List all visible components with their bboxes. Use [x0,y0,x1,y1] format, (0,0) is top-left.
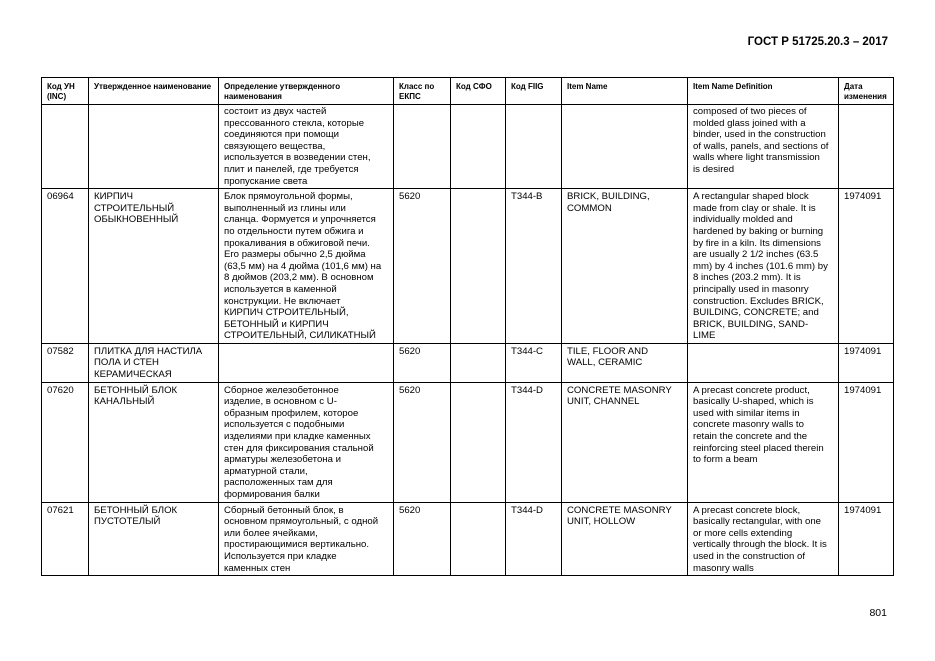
cell-ekps-class: 5620 [394,502,451,576]
cell-fiig-code: T344-D [506,502,562,576]
table-header-row [42,78,894,105]
table-row [42,382,894,502]
table-row [42,343,894,382]
cell-inc: 07582 [42,343,89,382]
col-header-change-date: Дата изменения [839,78,894,105]
cell-change-date: 1974091 [839,382,894,502]
document-title: ГОСТ Р 51725.20.3 – 2017 [747,36,888,48]
cell-item-name [562,105,688,189]
cell-item-name-definition: A precast concrete product, basically U-shaped, which is used with similar items in concrete masonry walls to retain the concrete and the reinforcing steel placed therein to form a beam [688,382,839,502]
col-header-approved-name: Утвержденное наименование [89,78,219,105]
cell-name-definition [219,343,394,382]
table-row [42,189,894,344]
cell-approved-name: БЕТОННЫЙ БЛОК КАНАЛЬНЫЙ [89,382,219,502]
cell-item-name-definition: A precast concrete block, basically rectangular, with one or more cells extending vertically through the block. It is used in the construction of masonry walls [688,502,839,576]
page-number: 801 [869,607,887,619]
col-header-item-name: Item Name [562,78,688,105]
cell-inc: 07621 [42,502,89,576]
cell-approved-name [89,105,219,189]
cell-item-name: CONCRETE MASONRY UNIT, HOLLOW [562,502,688,576]
col-header-sfo-code: Код СФО [451,78,506,105]
cell-approved-name: БЕТОННЫЙ БЛОК ПУСТОТЕЛЫЙ [89,502,219,576]
col-header-item-name-definition: Item Name Definition [688,78,839,105]
cell-approved-name: КИРПИЧ СТРОИТЕЛЬНЫЙ ОБЫКНОВЕННЫЙ [89,189,219,344]
cell-sfo-code [451,189,506,344]
col-header-inc: Код УН (INC) [42,78,89,105]
cell-change-date: 1974091 [839,502,894,576]
col-header-fiig-code: Код FIIG [506,78,562,105]
cell-item-name-definition [688,343,839,382]
cell-name-definition: состоит из двух частей прессованного стекла, которые соединяются при помощи связующего вещества, используется в возведении стен, плит и панелей, где требуется пропускание света [219,105,394,189]
cell-change-date: 1974091 [839,343,894,382]
col-header-name-definition: Определение утвержденного наименования [219,78,394,105]
cell-name-definition: Блок прямоугольной формы, выполненный из глины или сланца. Формуется и упрочняется по отдельности путем обжига и прокаливания в обжиговой печи. Его размеры обычно 2,5 дюйма (63,5 мм) на 4 дюйма (101,6 мм) на 8 дюймов (203,2 мм). В основном используется в каменной конструкции. Не включает КИРПИЧ СТРОИТЕЛЬНЫЙ, БЕТОННЫЙ и КИРПИЧ СТРОИТЕЛЬНЫЙ, СИЛИКАТНЫЙ [219,189,394,344]
cell-name-definition: Сборное железобетонное изделие, в основном с U- образным профилем, которое используется с подобными изделиями при кладке каменных стен для фиксирования стальной арматуры железобетона и арматурной стали, расположенных там для формирования балки [219,382,394,502]
cell-ekps-class: 5620 [394,382,451,502]
cell-item-name: BRICK, BUILDING, COMMON [562,189,688,344]
cell-item-name-definition: composed of two pieces of molded glass joined with a binder, used in the construction of walls, panels, and sections of walls where light transmission is desired [688,105,839,189]
table-row [42,502,894,576]
cell-inc [42,105,89,189]
catalog-table [41,77,894,576]
cell-item-name-definition: A rectangular shaped block made from clay or shale. It is individually molded and hardened by baking or burning by fire in a kiln. Its dimensions are usually 2 1/2 inches (63.5 mm) by 4 inches (101.6 mm) by 8 inches (203.2 mm). It is principally used in masonry construction. Excludes BRICK, BUILDING, CONCRETE; and BRICK, BUILDING, SAND- LIME [688,189,839,344]
cell-ekps-class [394,105,451,189]
cell-inc: 06964 [42,189,89,344]
cell-sfo-code [451,502,506,576]
cell-inc: 07620 [42,382,89,502]
col-header-ekps-class: Класс по ЕКПС [394,78,451,105]
cell-item-name: TILE, FLOOR AND WALL, CERAMIC [562,343,688,382]
table-row [42,105,894,189]
cell-ekps-class: 5620 [394,343,451,382]
cell-fiig-code: T344-B [506,189,562,344]
cell-change-date: 1974091 [839,189,894,344]
cell-sfo-code [451,343,506,382]
cell-sfo-code [451,105,506,189]
cell-name-definition: Сборный бетонный блок, в основном прямоугольный, с одной или более ячейками, простирающимися вертикально. Используется при кладке каменных стен [219,502,394,576]
cell-item-name: CONCRETE MASONRY UNIT, CHANNEL [562,382,688,502]
cell-sfo-code [451,382,506,502]
cell-change-date [839,105,894,189]
cell-ekps-class: 5620 [394,189,451,344]
cell-fiig-code: T344-D [506,382,562,502]
cell-fiig-code [506,105,562,189]
cell-approved-name: ПЛИТКА ДЛЯ НАСТИЛА ПОЛА И СТЕН КЕРАМИЧЕСКАЯ [89,343,219,382]
cell-fiig-code: T344-C [506,343,562,382]
